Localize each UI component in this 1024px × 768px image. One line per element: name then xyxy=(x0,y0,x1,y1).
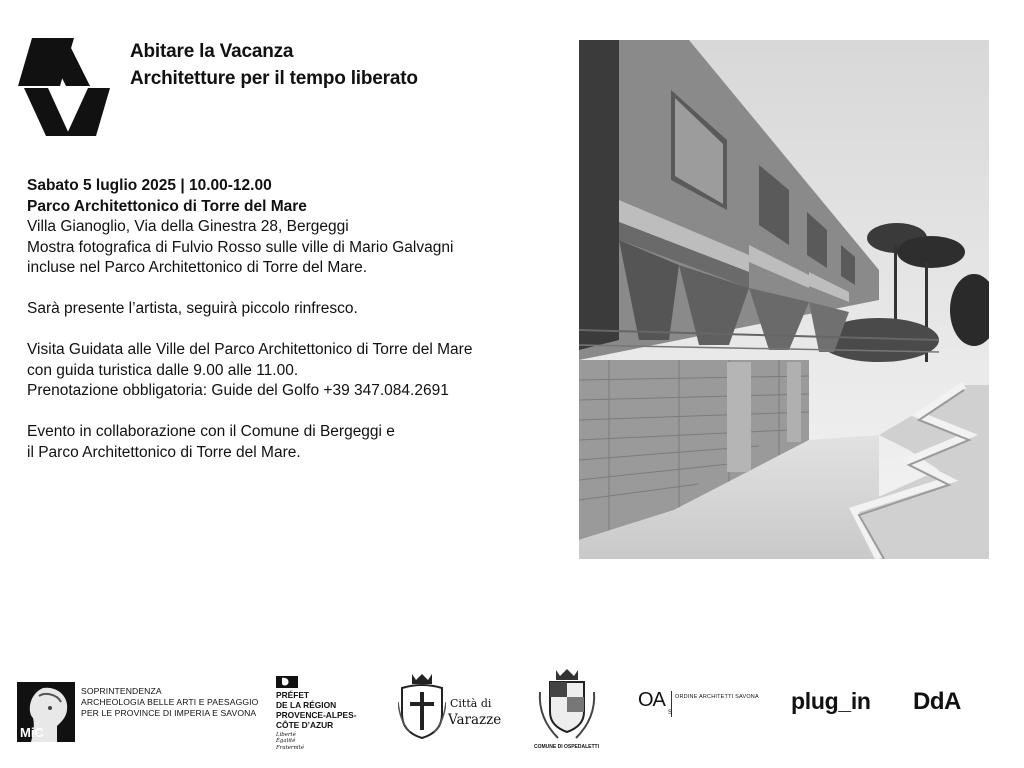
event-description-2: incluse nel Parco Architettonico di Torre del Mare. xyxy=(27,259,368,276)
logo-varazze xyxy=(398,672,508,750)
prefet-line-2: DE LA RÉGION xyxy=(276,700,337,710)
spacer xyxy=(27,279,567,300)
logo-ordine-architetti xyxy=(638,690,763,720)
event-address: Villa Gianoglio, Via della Ginestra 28, Bergeggi xyxy=(27,218,349,235)
logo-prefet xyxy=(276,676,376,756)
prefet-motto xyxy=(276,732,376,751)
logo-dda: DdA xyxy=(913,688,961,715)
prefet-line-3: PROVENCE-ALPES- xyxy=(276,710,357,720)
varazze-crest-icon xyxy=(398,672,446,742)
event-date-time: Sabato 5 luglio 2025 | 10.00-12.00 xyxy=(27,177,272,194)
varazze-line-2: Varazze xyxy=(448,712,502,728)
architecture-photo xyxy=(579,40,989,559)
soprintendenza-line-3: PER LE PROVINCE DI IMPERIA E SAVONA xyxy=(81,708,257,718)
marianne-flag-icon xyxy=(276,676,298,688)
logo-plug-in: plug_in xyxy=(791,688,871,714)
sponsor-logos xyxy=(0,660,1024,760)
tour-line-1: Visita Guidata alle Ville del Parco Architettonico di Torre del Mare xyxy=(27,341,473,358)
varazze-text xyxy=(448,696,501,728)
event-venue: Parco Architettonico di Torre del Mare xyxy=(27,197,307,215)
motto-liberte: Liberté xyxy=(276,732,296,738)
logo-mark-icon xyxy=(18,38,110,136)
prefet-text xyxy=(276,690,376,730)
booking-info: Prenotazione obbligatoria: Guide del Golfo +39 347.084.2691 xyxy=(27,382,449,399)
soprintendenza-line-1: SOPRINTENDENZA xyxy=(81,686,162,696)
prefet-line-4: CÔTE D’AZUR xyxy=(276,720,334,730)
event-logo xyxy=(18,38,110,136)
soprintendenza-text xyxy=(81,686,258,719)
ospedaletti-crest-icon xyxy=(536,668,598,742)
oa-mark: OA xyxy=(638,689,665,711)
collaboration-line-2: il Parco Architettonico di Torre del Mare. xyxy=(27,443,301,461)
oa-sub: S xyxy=(668,710,673,716)
soprintendenza-line-2: ARCHEOLOGIA BELLE ARTI E PAESAGGIO xyxy=(81,697,259,707)
logo-ospedaletti xyxy=(536,668,602,756)
ospedaletti-text: COMUNE DI OSPEDALETTI xyxy=(534,744,600,750)
mic-label: MiC xyxy=(20,725,44,740)
event-title xyxy=(130,38,418,92)
title-line-2: Architetture per il tempo liberato xyxy=(130,68,418,89)
prefet-line-1: PRÉFET xyxy=(276,690,310,700)
varazze-line-1: Città di xyxy=(450,697,492,710)
logo-soprintendenza xyxy=(17,682,257,742)
event-description-1: Mostra fotografica di Fulvio Rosso sulle ville di Mario Galvagni xyxy=(27,238,454,256)
tour-line-2: con guida turistica dalle 9.00 alle 11.00. xyxy=(27,361,299,379)
spacer xyxy=(27,320,567,341)
motto-fraternite: Fraternité xyxy=(276,744,305,751)
spacer xyxy=(27,402,567,423)
collaboration-line-1: Evento in collaborazione con il Comune di Bergeggi e xyxy=(27,423,395,440)
artist-note: Sarà presente l’artista, seguirà piccolo rinfresco. xyxy=(27,300,358,317)
motto-egalite: Égalité xyxy=(276,738,296,745)
oa-text: ORDINE ARCHITETTI SAVONA xyxy=(675,694,759,700)
title-line-1: Abitare la Vacanza xyxy=(130,41,294,62)
event-details xyxy=(27,176,567,463)
